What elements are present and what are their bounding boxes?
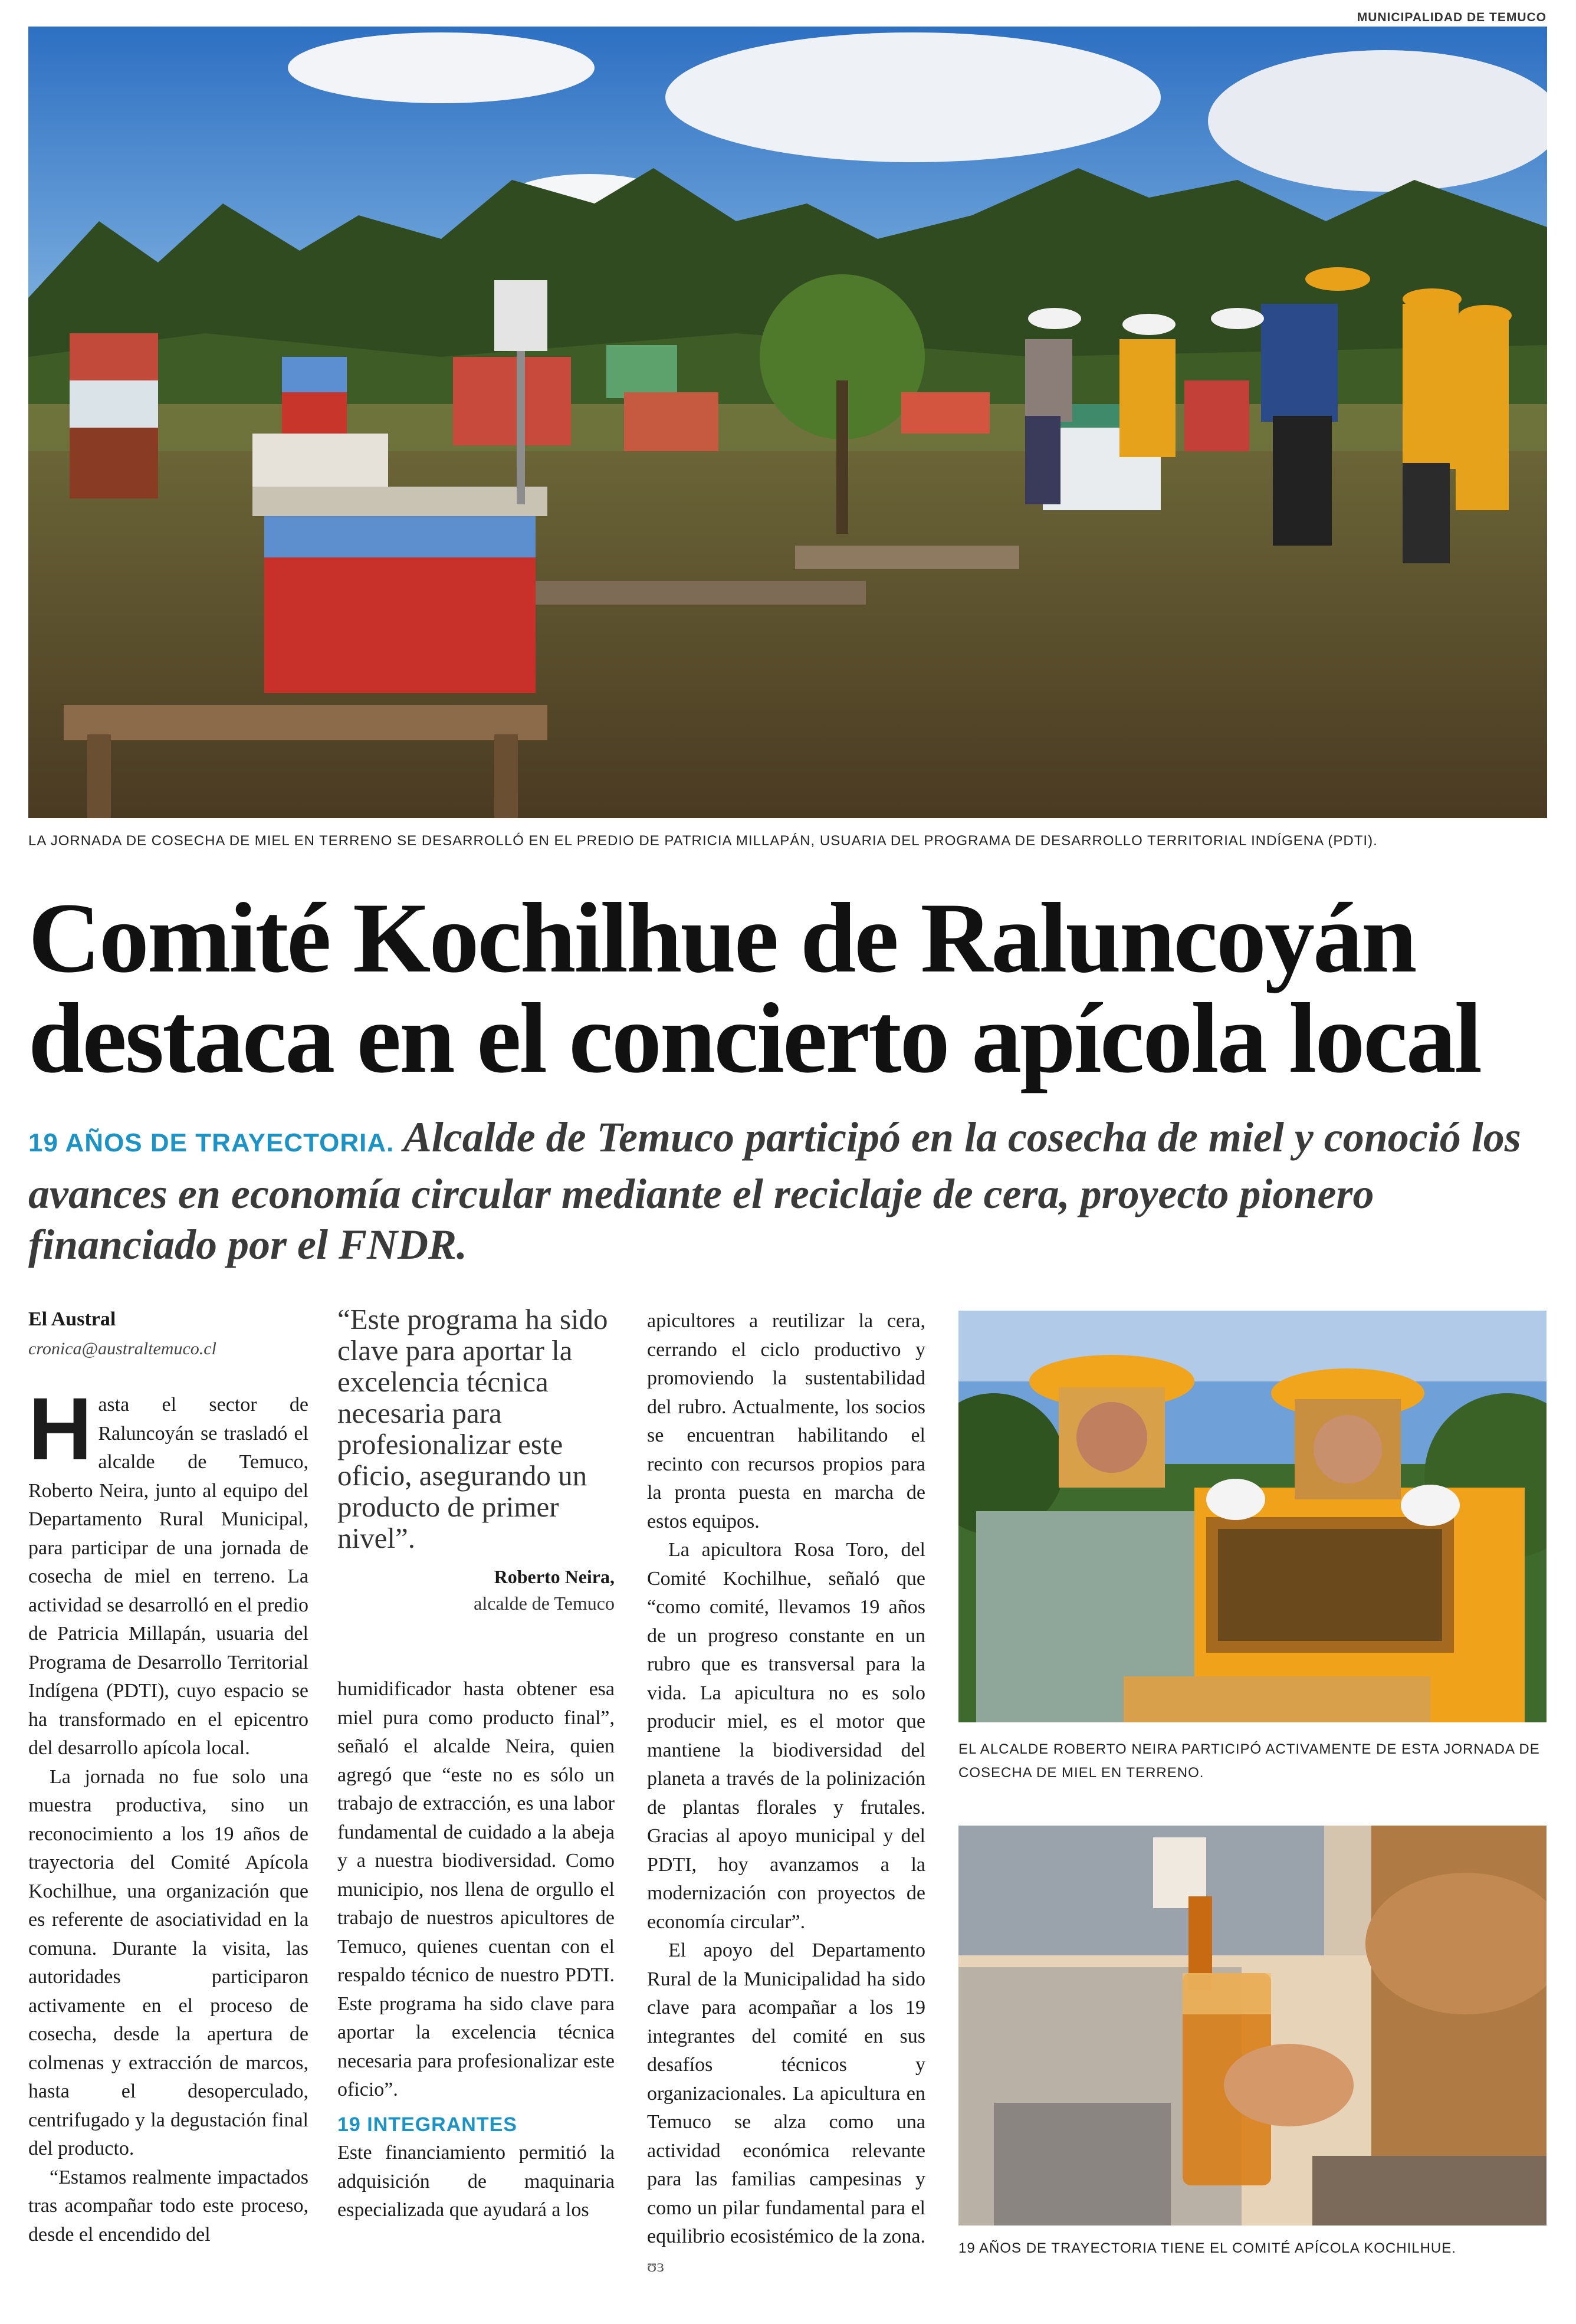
headline: [28, 882, 1562, 1094]
column-2-paragraph-2: Este financiamiento permitió la adquisición de maquinaria especializada que ayudará a los: [337, 2142, 615, 2221]
deck: [28, 1112, 1550, 1270]
deck-text: Alcalde de Temuco participó en la cosecha de miel y conoció los avances en economía circular mediante el reciclaje de cera, proyecto pionero financiado por el FNDR.: [28, 1114, 1521, 1268]
column-1-paragraph-1-text: asta el sector de Raluncoyán se trasladó el alcalde de Temuco, Roberto Neira, junto al equipo del Departamento Rural Municipal, para participar de una jornada de cosecha de miel en terreno. La actividad se desarrolló en el predio de Patricia Millapán, usuaria del Programa de Desarrollo Territorial Indígena (PDTI), cuyo espacio se ha transformado en el epicentro del desarrollo apícola local.: [28, 1394, 308, 1759]
column-2: [337, 1675, 615, 2225]
end-mark: ʊɜ: [647, 2256, 665, 2276]
main-photo-caption: LA JORNADA DE COSECHA DE MIEL EN TERRENO SE DESARROLLÓ EN EL PREDIO DE PATRICIA MILLAPÁN, USUARIA DEL PROGRAMA DE DESARROLLO TERRITORIAL INDÍGENA (PDTI).: [28, 833, 1378, 849]
column-3-paragraph-3-text: El apoyo del Departamento Rural de la Municipalidad ha sido clave para acompañar a los 19 integrantes del comité en sus desafíos técnicos y organizacionales. La apicultura en Temuco se alza como una actividad económica relevante para las familias campesinas y como un pilar fundamental para el equilibrio ecosistémico de la zona.: [647, 1939, 925, 2247]
pull-quote: “Este programa ha sido clave para aportar la excelencia técnica necesaria para profesionalizar este oficio, asegurando un producto de primer nivel”.: [337, 1303, 608, 1554]
subhead-integrantes: 19 INTEGRANTES: [337, 2113, 517, 2136]
deck-kicker: 19 AÑOS DE TRAYECTORIA.: [28, 1128, 395, 1157]
column-3-paragraph-1: apicultores a reutilizar la cera, cerrando el ciclo productivo y promoviendo la sustentabilidad del rubro. Actualmente, los socios se encuentran habilitando el recinto con recursos propios para la pronta puesta en marcha de estos equipos.: [647, 1310, 925, 1532]
pull-quote-role: alcalde de Temuco: [474, 1593, 615, 1614]
byline-name: El Austral: [28, 1308, 116, 1330]
section-label: MUNICIPALIDAD DE TEMUCO: [1357, 11, 1547, 24]
headline-line-1: Comité Kochilhue de Raluncoyán: [28, 882, 1416, 993]
main-photo-apiary: [28, 27, 1547, 818]
column-3-paragraph-3: [647, 1936, 925, 2280]
side-photo-1-caption: EL ALCALDE ROBERTO NEIRA PARTICIPÓ ACTIVAMENTE DE ESTA JORNADA DE COSECHA DE MIEL EN TERRENO.: [958, 1741, 1540, 1781]
headline-line-2: destaca en el concierto apícola local: [28, 983, 1480, 1094]
column-1-paragraph-2: La jornada no fue solo una muestra productiva, sino un reconocimiento a los 19 años de trayectoria del Comité Apícola Kochilhue, una organización que es referente de asociatividad en la comuna. Durante la visita, las autoridades participaron activamente en el proceso de cosecha, desde la apertura de colmenas y extracción de marcos, hasta el desoperculado, centrifugado y la degustación final del producto.: [28, 1765, 308, 2159]
column-2-paragraph-1: humidificador hasta obtener esa miel pura como producto final”, señaló el alcalde Neira, quien agregó que “este no es sólo un trabajo de extracción, es una labor fundamental de cuidado a la abeja y a nuestra biodiversidad. Como municipio, nos llena de orgullo el trabajo de nuestros apicultores de Temuco, quienes cuentan con el respaldo técnico de nuestro PDTI. Este programa ha sido clave para aportar la excelencia técnica necesaria para profesionalizar este oficio”.: [337, 1678, 615, 2100]
side-photo-honey-glass: [958, 1826, 1547, 2225]
side-photo-mayor-beekeeping: [958, 1311, 1547, 1722]
drop-cap: H: [28, 1379, 93, 1478]
column-1: [28, 1379, 308, 2249]
pull-quote-name: Roberto Neira,: [494, 1566, 615, 1587]
column-3: [647, 1307, 925, 2280]
column-3-paragraph-2: La apicultora Rosa Toro, del Comité Kochilhue, señaló que “como comité, llevamos 19 años de un progreso constante en un rubro que es transversal para la vida. La apicultura no es solo producir miel, es el motor que mantiene la biodiversidad del planeta a través de la polinización de plantas florales y frutales. Gracias al apoyo municipal y del PDTI, hoy avanzamos a la modernización con proyectos de economía circular”.: [647, 1539, 925, 1933]
column-1-paragraph-1: [28, 1379, 308, 1763]
column-1-paragraph-3: “Estamos realmente impactados tras acompañar todo este proceso, desde el encendido del: [28, 2166, 308, 2246]
side-photo-2-caption: 19 AÑOS DE TRAYECTORIA TIENE EL COMITÉ APÍCOLA KOCHILHUE.: [958, 2240, 1456, 2256]
byline-email[interactable]: cronica@australtemuco.cl: [28, 1339, 216, 1358]
